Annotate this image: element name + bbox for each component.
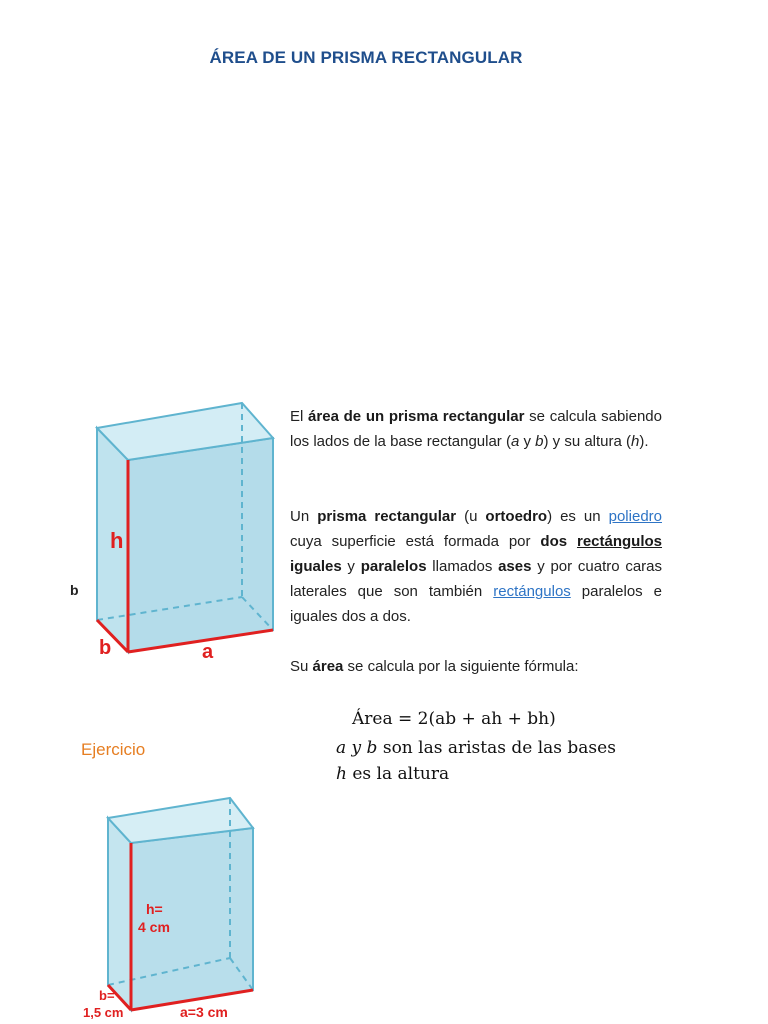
height-label: h: [110, 528, 124, 553]
paragraph-definition: Un prisma rectangular (u ortoedro) es un poliedro cuya superficie está formada por dos rectángulos iguales y paralelos llamados ases y por cuatro caras laterales que son también rectángulos paralelos e iguales dos a dos.: [290, 508, 663, 625]
ex-b-value: 1,5 cm: [83, 1005, 124, 1020]
ex-h-value: 4 cm: [138, 919, 170, 935]
prism2-side-face: [108, 818, 131, 1010]
link-prisma-rectangular: prisma rectangular: [317, 508, 457, 525]
ex-a-label: a=3 cm: [180, 1004, 228, 1020]
area-formula: Área = 2(ab + ah + bh): [352, 709, 556, 729]
width-label: a: [202, 641, 214, 663]
formula-note-bases: a y b son las aristas de las bases: [336, 738, 616, 758]
link-poliedro[interactable]: poliedro: [608, 508, 662, 525]
exercise-heading: Ejercicio: [81, 740, 146, 759]
paragraph-intro: El área de un prisma rectangular se calcula sabiendo los lados de la base rectangular (a y b) y su altura (h).: [290, 408, 662, 450]
ex-b-label: b=: [99, 988, 115, 1003]
link-rectangulos[interactable]: rectángulos: [576, 533, 663, 550]
page-title: ÁREA DE UN PRISMA RECTANGULAR: [209, 48, 523, 67]
depth-label: b: [99, 637, 112, 659]
link-ortoedro: ortoedro: [485, 508, 548, 525]
formula-note-height: h es la altura: [336, 764, 450, 784]
prism-front-face: [128, 438, 273, 652]
ex-h-label: h=: [146, 901, 163, 917]
paragraph-formula-intro: Su área se calcula por la siguiente fórmula:: [290, 658, 579, 675]
stray-b-label: b: [70, 582, 79, 598]
link-rectangulos-2[interactable]: rectángulos: [493, 583, 571, 600]
